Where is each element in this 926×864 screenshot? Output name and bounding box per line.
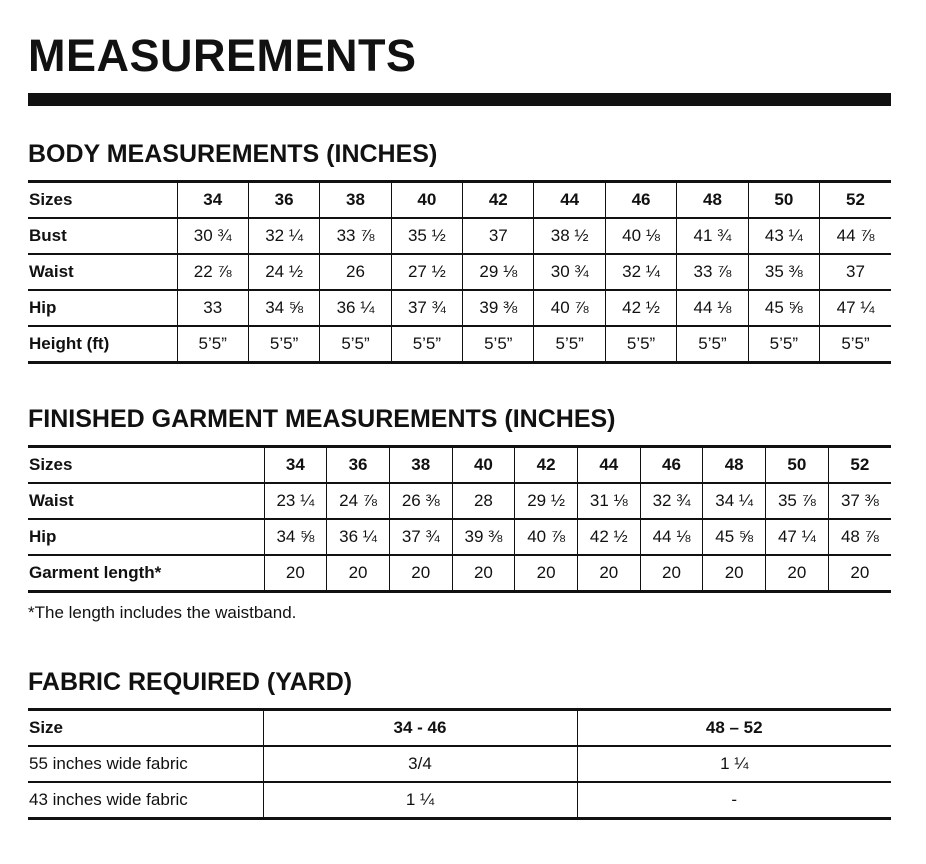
garment-header-label: Sizes	[28, 447, 264, 484]
body-value-cell: 44 ⅛	[677, 290, 748, 326]
garment-value-cell: 47 ¼	[766, 519, 829, 555]
fabric-size-range-header: 34 - 46	[263, 710, 577, 747]
body-row-label: Hip	[28, 290, 177, 326]
body-value-cell: 5’5”	[605, 326, 676, 363]
body-header-row	[28, 182, 891, 219]
body-value-cell: 35 ½	[391, 218, 462, 254]
body-row-label: Waist	[28, 254, 177, 290]
garment-size-header: 42	[515, 447, 578, 484]
body-value-cell: 33	[177, 290, 248, 326]
body-value-cell: 33 ⅞	[320, 218, 391, 254]
body-size-header: 34	[177, 182, 248, 219]
garment-row-label: Hip	[28, 519, 264, 555]
garment-size-header: 40	[452, 447, 515, 484]
body-value-cell: 36 ¼	[320, 290, 391, 326]
body-value-cell: 42 ½	[605, 290, 676, 326]
garment-size-header: 34	[264, 447, 327, 484]
fabric-value-cell: 3/4	[263, 746, 577, 782]
garment-value-cell: 36 ¼	[327, 519, 390, 555]
garment-value-cell: 34 ¼	[703, 483, 766, 519]
body-value-cell: 5’5”	[820, 326, 891, 363]
table-row	[28, 746, 891, 782]
fabric-value-cell: 1 ¼	[263, 782, 577, 819]
garment-value-cell: 32 ¾	[640, 483, 703, 519]
garment-value-cell: 45 ⅝	[703, 519, 766, 555]
body-size-header: 50	[748, 182, 819, 219]
table-row	[28, 218, 891, 254]
garment-size-header: 44	[577, 447, 640, 484]
body-value-cell: 44 ⅞	[820, 218, 891, 254]
body-value-cell: 5’5”	[248, 326, 319, 363]
table-row	[28, 555, 891, 592]
garment-value-cell: 20	[577, 555, 640, 592]
fabric-size-range-header: 48 – 52	[577, 710, 891, 747]
fabric-required-table	[28, 708, 891, 820]
fabric-row-label: 43 inches wide fabric	[28, 782, 263, 819]
fabric-value-cell: -	[577, 782, 891, 819]
garment-value-cell: 35 ⅞	[766, 483, 829, 519]
body-value-cell: 5’5”	[320, 326, 391, 363]
body-value-cell: 37	[463, 218, 534, 254]
body-size-header: 46	[605, 182, 676, 219]
body-value-cell: 30 ¾	[534, 254, 605, 290]
body-size-header: 42	[463, 182, 534, 219]
body-value-cell: 34 ⅝	[248, 290, 319, 326]
body-value-cell: 40 ⅞	[534, 290, 605, 326]
body-row-label: Bust	[28, 218, 177, 254]
body-value-cell: 32 ¼	[248, 218, 319, 254]
garment-value-cell: 26 ⅜	[389, 483, 452, 519]
fabric-header-label: Size	[28, 710, 263, 747]
body-value-cell: 27 ½	[391, 254, 462, 290]
fabric-row-label: 55 inches wide fabric	[28, 746, 263, 782]
garment-value-cell: 20	[264, 555, 327, 592]
body-size-header: 38	[320, 182, 391, 219]
body-value-cell: 45 ⅝	[748, 290, 819, 326]
garment-value-cell: 20	[327, 555, 390, 592]
table-row	[28, 782, 891, 819]
table-row	[28, 326, 891, 363]
garment-value-cell: 20	[828, 555, 891, 592]
table-row	[28, 483, 891, 519]
body-size-header: 36	[248, 182, 319, 219]
body-value-cell: 43 ¼	[748, 218, 819, 254]
garment-value-cell: 20	[389, 555, 452, 592]
garment-value-cell: 20	[703, 555, 766, 592]
garment-value-cell: 48 ⅞	[828, 519, 891, 555]
title-divider-bar	[28, 93, 891, 106]
body-value-cell: 37 ¾	[391, 290, 462, 326]
body-measurements-table	[28, 180, 891, 364]
body-value-cell: 47 ¼	[820, 290, 891, 326]
garment-value-cell: 24 ⅞	[327, 483, 390, 519]
body-value-cell: 26	[320, 254, 391, 290]
garment-size-header: 36	[327, 447, 390, 484]
body-value-cell: 5’5”	[748, 326, 819, 363]
garment-value-cell: 20	[515, 555, 578, 592]
body-header-label: Sizes	[28, 182, 177, 219]
garment-value-cell: 29 ½	[515, 483, 578, 519]
body-row-label: Height (ft)	[28, 326, 177, 363]
garment-size-header: 46	[640, 447, 703, 484]
garment-row-label: Waist	[28, 483, 264, 519]
body-value-cell: 40 ⅛	[605, 218, 676, 254]
garment-value-cell: 40 ⅞	[515, 519, 578, 555]
garment-row-label: Garment length*	[28, 555, 264, 592]
body-size-header: 40	[391, 182, 462, 219]
body-value-cell: 5’5”	[677, 326, 748, 363]
garment-value-cell: 44 ⅛	[640, 519, 703, 555]
body-value-cell: 39 ⅜	[463, 290, 534, 326]
garment-value-cell: 39 ⅜	[452, 519, 515, 555]
body-value-cell: 30 ¾	[177, 218, 248, 254]
body-size-header: 48	[677, 182, 748, 219]
body-value-cell: 5’5”	[463, 326, 534, 363]
body-size-header: 52	[820, 182, 891, 219]
body-value-cell: 32 ¼	[605, 254, 676, 290]
body-size-header: 44	[534, 182, 605, 219]
body-value-cell: 5’5”	[391, 326, 462, 363]
garment-value-cell: 28	[452, 483, 515, 519]
fabric-header-row	[28, 710, 891, 747]
garment-size-header: 48	[703, 447, 766, 484]
body-value-cell: 33 ⅞	[677, 254, 748, 290]
page-title: MEASUREMENTS	[28, 30, 417, 81]
body-value-cell: 37	[820, 254, 891, 290]
table-row	[28, 254, 891, 290]
body-value-cell: 24 ½	[248, 254, 319, 290]
fabric-value-cell: 1 ¼	[577, 746, 891, 782]
garment-header-row	[28, 447, 891, 484]
garment-size-header: 38	[389, 447, 452, 484]
garment-size-header: 52	[828, 447, 891, 484]
garment-measurements-table	[28, 445, 891, 593]
garment-measurements-heading: FINISHED GARMENT MEASUREMENTS (INCHES)	[28, 405, 616, 433]
garment-footnote: *The length includes the waistband.	[28, 603, 297, 622]
garment-value-cell: 37 ⅜	[828, 483, 891, 519]
table-row	[28, 290, 891, 326]
body-value-cell: 5’5”	[177, 326, 248, 363]
garment-value-cell: 37 ¾	[389, 519, 452, 555]
garment-value-cell: 20	[766, 555, 829, 592]
body-value-cell: 41 ¾	[677, 218, 748, 254]
garment-value-cell: 34 ⅝	[264, 519, 327, 555]
garment-value-cell: 20	[640, 555, 703, 592]
garment-value-cell: 20	[452, 555, 515, 592]
body-value-cell: 38 ½	[534, 218, 605, 254]
garment-size-header: 50	[766, 447, 829, 484]
body-value-cell: 5’5”	[534, 326, 605, 363]
body-value-cell: 22 ⅞	[177, 254, 248, 290]
garment-value-cell: 23 ¼	[264, 483, 327, 519]
body-measurements-heading: BODY MEASUREMENTS (INCHES)	[28, 140, 438, 168]
fabric-required-heading: FABRIC REQUIRED (YARD)	[28, 668, 353, 696]
garment-value-cell: 42 ½	[577, 519, 640, 555]
body-value-cell: 29 ⅛	[463, 254, 534, 290]
garment-value-cell: 31 ⅛	[577, 483, 640, 519]
table-row	[28, 519, 891, 555]
body-value-cell: 35 ⅜	[748, 254, 819, 290]
